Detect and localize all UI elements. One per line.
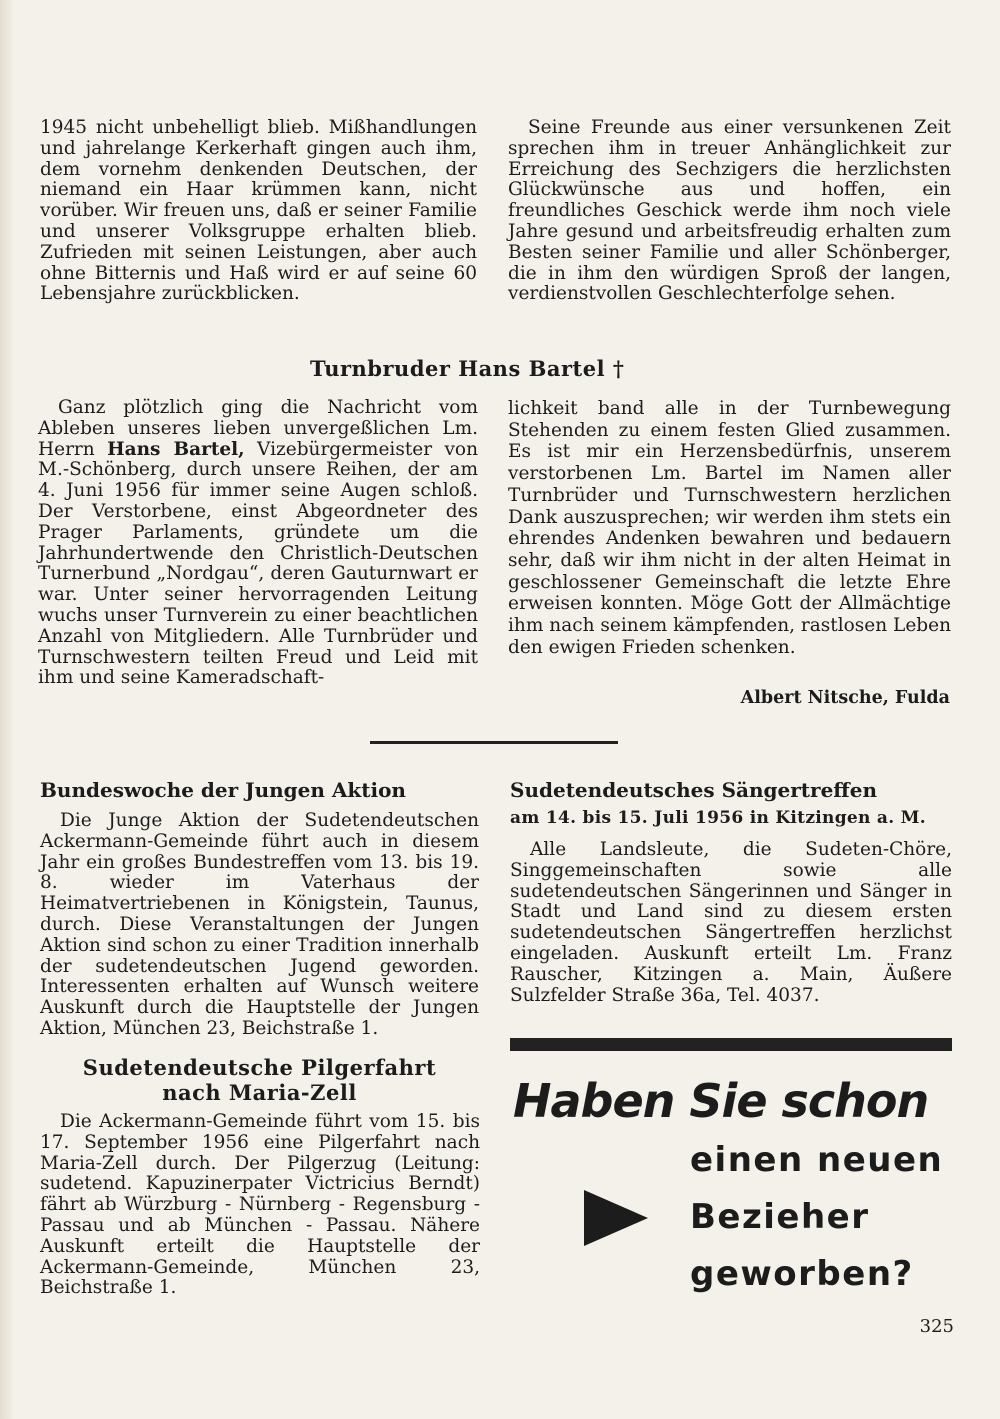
bartel-right-text: lichkeit band alle in der Turnbewegung Stehenden zu einem festen Glied zusammen. Es ist mir ein Herzensbedürfnis, unserem verstorbenen Lm. Bartel im Namen aller Turnbrüder und Turnschwestern herzlichen Dank auszusprechen; wir werden ihm stets ein ehrendes Andenken bewahren und bedauern sehr, daß wir ihm nicht in der alten Heimat in geschlossener Gemeinschaft die letzte Ehre erweisen konnten. Möge Gott der Allmächtige ihm nach seinem kämpfenden, rastlosen Leben den ewigen Frieden schenken.: [508, 398, 951, 658]
page-number: 325: [919, 1316, 954, 1337]
bundeswoche-text: Die Junge Aktion der Sudetendeutschen Ackermann-Gemeinde führt auch in diesem Jahr ein großes Bundestreffen vom 13. bis 19. 8. wieder im Vaterhaus der Heimatvertriebenen in Königstein, Taunus, durch. Diese Veranstaltungen der Jungen Aktion sind schon zu einer Tradition innerhalb der sudetendeutschen Jugend geworden. Interessenten erhalten auf Wunsch weitere Auskunft durch die Hauptstelle der Jungen Aktion, München 23, Beichstraße 1.: [40, 810, 479, 1039]
bundeswoche-column: [40, 811, 479, 1040]
ad-top-bar: [510, 1038, 952, 1051]
pilger-column: [40, 1112, 480, 1299]
section-divider: [370, 741, 618, 744]
saenger-subheading: am 14. bis 15. Juli 1956 in Kitzingen a. M.: [510, 808, 926, 828]
intro-left-column: [40, 118, 477, 305]
ad-headline: Haben Sie schon: [513, 1074, 929, 1128]
pilger-text: Die Ackermann-Gemeinde führt vom 15. bis 17. September 1956 eine Pilgerfahrt nach Maria-Zell durch. Der Pilgerzug (Leitung: sudetend. Kapuzinerpater Victricius Berndt) fährt ab Würzburg - Nürnberg - Regensburg - Passau und ab München - Passau. Nähere Auskunft erteilt die Hauptstelle der Ackermann-Gemeinde, München 23, Beichstraße 1.: [40, 1111, 480, 1299]
bartel-left-column: [38, 398, 478, 689]
page-edge-shadow: [0, 0, 14, 1419]
ad-line-4: geworben?: [690, 1254, 914, 1294]
triangle-right-icon: [584, 1190, 648, 1246]
bartel-heading: Turnbruder Hans Bartel †: [310, 356, 625, 381]
intro-left-text: 1945 nicht unbehelligt blieb. Mißhandlungen und jahrelange Kerkerhaft gingen auch ihm, dem vornehm denkenden Deutschen, der niemand ein Haar krümmen kann, nicht vorüber. Wir freuen uns, daß er seiner Familie und unserer Volksgruppe erhalten blieb. Zufrieden mit seinen Leistungen, aber auch ohne Bitternis und Haß wird er auf seine 60 Lebensjahre zurückblicken.: [40, 117, 477, 305]
bartel-left-text: Ganz plötzlich ging die Nachricht vom Ableben unseres lieben unvergeßlichen Lm. Herrn Hans Bartel, Vizebürgermeister von M.-Schönberg, durch unsere Reihen, der am 4. Juni 1956 für immer seine Augen schloß. Der Verstorbene, einst Abgeordneter des Prager Parlaments, gründete um die Jahrhundertwende den Christlich-Deutschen Turnerbund „Nordgau“, deren Gauturnwart er war. Unter seiner hervorragenden Leitung wuchs unser Turnverein zu einer beachtlichen Anzahl von Mitgliedern. Alle Turnbrüder und Turnschwestern teilten Freud und Leid mit ihm und seine Kameradschaft-: [38, 397, 478, 689]
bartel-name: Hans Bartel,: [107, 438, 245, 460]
ad-line-3: Bezieher: [690, 1197, 870, 1237]
bartel-signature: Albert Nitsche, Fulda: [740, 688, 950, 708]
bartel-right-column: [508, 398, 951, 658]
pilger-heading: Sudetendeutsche Pilgerfahrt nach Maria-Zell: [82, 1055, 437, 1105]
saenger-text: Alle Landsleute, die Sudeten-Chöre, Singgemeinschaften sowie alle sudetendeutschen Sängerinnen und Sänger in Stadt und Land sind zu diesem ersten sudetendeutschen Sängertreffen herzlichst eingeladen. Auskunft erteilt Lm. Franz Rauscher, Kitzingen a. Main, Äußere Sulzfelder Straße 36a, Tel. 4037.: [510, 839, 952, 1006]
saenger-heading: Sudetendeutsches Sängertreffen: [510, 778, 877, 802]
saenger-column: [510, 840, 952, 1006]
intro-right-text: Seine Freunde aus einer versunkenen Zeit sprechen ihm in treuer Anhänglichkeit zur Erreichung des Sechzigers die herzlichsten Glückwünsche aus und hoffen, ein freundliches Geschick werde ihm noch viele Jahre gesund und arbeitsfreudig erhalten zum Besten seiner Familie und aller Schönberger, die in ihm den würdigen Sproß der langen, verdienstvollen Geschlechterfolge sehen.: [508, 117, 951, 305]
ad-line-2: einen neuen: [690, 1140, 944, 1180]
intro-right-column: [508, 118, 951, 305]
bundeswoche-heading: Bundeswoche der Jungen Aktion: [40, 778, 406, 802]
